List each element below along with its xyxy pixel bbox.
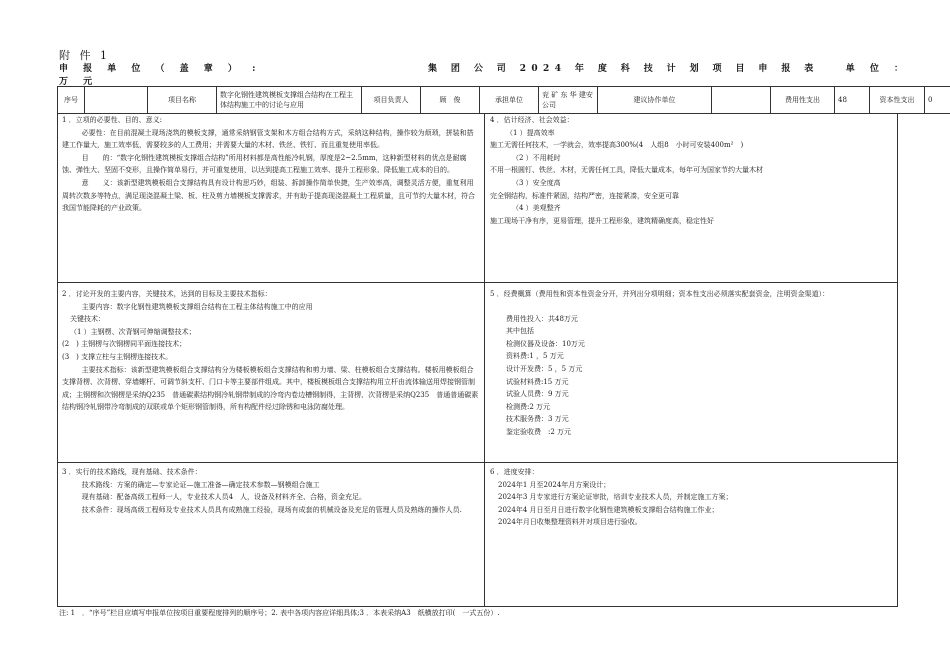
section-1-necessity: 必要性：在目前混凝土现场浇筑的模板支撑，通常采纳钢管支架和木方组合结构方式，采纳这种结构，操作较为烦琐，拼装和搭建工作量大，施工效率低，需要较多的人工费用；并需要大量的木材、铁丝、铁钉、而且重复使用率低。: [62, 128, 474, 150]
benefit-2-heading: （2 ）不用耗时: [512, 153, 561, 162]
row-divider-2: [58, 462, 897, 463]
budget-item: 鉴定验收费 :2 万元: [506, 427, 572, 436]
footnote: 注: 1 ．“序号”栏目应填写申报单位按项目重要程度排列的顺序号；2. 表中各项内容应详细具体;3 ．本表采纳A3 纸横放打印( 一式五份）.: [59, 609, 500, 617]
seq-header: 序号: [58, 87, 85, 114]
schedule-item: 2024年3 月专家进行方案论证审批，培训专业技术人员，并制定施工方案；: [498, 493, 733, 502]
key-tech-label: 关键技术：: [70, 315, 105, 324]
main-content: 主要内容：数字化钢性建筑模板支撑组合结构在工程主体结构施工中的应用: [81, 302, 313, 311]
expense-header: 费用性支出: [771, 87, 835, 114]
section-necessity: [62, 114, 480, 215]
benefit-1-text: 施工无需任何技术，一学就会，效率提高300%(4 人组8 小时可安装400m² ): [490, 141, 744, 150]
applicant-label: 申 报 单 位 （ 盖 章 ） :: [59, 64, 262, 74]
benefit-2-text: 不用一根圆钉、铁丝、木材，无需任何工具，降低大量成本，每年可为国家节约大量木材: [490, 166, 763, 175]
existing-basis: 现有基础：配备高级工程师一人，专业技术人员4 人，设备及材料齐全、合格，资金充足。: [81, 493, 367, 502]
benefit-4-text: 施工现场干净有序，更易管理，提升工程形象，建筑精确度高，稳定性好: [490, 216, 714, 225]
attachment-label: 附 件 1: [59, 49, 110, 62]
section-budget: [490, 288, 894, 439]
key-tech-2: (2 ) 主钢楞与次钢楞同平面连接技术；: [62, 340, 187, 349]
benefit-3-heading: （3 ）安全度高: [512, 178, 561, 187]
budget-item: 检测仪器及设备：10万元: [506, 339, 585, 348]
content-grid: [57, 113, 898, 607]
project-name-header: 项目名称: [148, 87, 217, 114]
benefit-3-text: 完全钢结构，标准件紧固，结构严密，连接紧凑，安全更可靠: [490, 191, 679, 200]
column-divider: [484, 113, 485, 606]
form-title: 集 团 公 司 2024 年 度 科 技 计 划 项 目 申 报 表: [428, 64, 819, 74]
coop-unit-value: [712, 87, 771, 114]
budget-spacer: [490, 301, 894, 313]
expense-value: 48: [835, 87, 870, 114]
section-3-title: 3 ．实行的技术路线，现有基础、技术条件：: [62, 468, 202, 476]
budget-item: 试验人员费：9 万元: [506, 390, 569, 399]
tech-conditions: 技术条件：现场高级工程师及专业技术人员具有成熟施工经验，现场有成套的机械设备及充足的管理人员及熟练的操作人员.: [81, 505, 462, 514]
budget-item: 费用性投入：共48万元: [506, 314, 578, 323]
benefit-1-heading: （1 ）提高效率: [506, 128, 555, 137]
capital-value: 0: [925, 87, 950, 114]
section-1-title: 1 ．立项的必要性、目的、意义:: [62, 116, 163, 124]
project-name-value: 数字化钢性建筑模板支撑组合结构在工程主体结构施工中的讨论与应用: [217, 87, 362, 114]
leader-header: 项目负责人: [362, 87, 421, 114]
key-tech-3: (3 ) 支撑立柱与主钢楞连接技术。: [62, 352, 173, 361]
host-unit-value: 兖 矿 东 华 建安公司: [539, 87, 598, 114]
budget-item: 检测费:2 万元: [506, 402, 551, 411]
capital-header: 资本性支出: [870, 87, 925, 114]
leader-value: 顾 俊: [421, 87, 480, 114]
budget-item: 设计开发费：5 ，5 万元: [506, 364, 583, 373]
tech-indicators: 主要技术指标：该新型建筑模板组合支撑结构分为楼板模板组合支撑结构和剪力墙、梁、柱模板组合支撑结构。楼板用模板组合支撑背楞、次背楞、穿墙螺杆、可调节斜支杆、门口卡等主要部件组成。其中，楼板模板组合支撑结构用立杆由流体输送用焊接钢管制成；主钢楞和次钢楞是采纳Q235 普通碳素结构钢冷轧钢带制成的冷弯内卷边槽钢制得，主背楞、次背楞是采纳Q235 普通普通碳素结构钢冷轧钢带冷弯制成的双联或单个矩形钢管制得，所有构配件经过除锈和电泳防腐处理。: [62, 365, 479, 412]
coop-unit-header: 建议协作单位: [598, 87, 712, 114]
section-research-content: [62, 288, 480, 414]
section-6-title: 6 ．进度安排：: [490, 468, 539, 476]
schedule-item: 2024年1 月至2024年月方案设计；: [498, 480, 611, 489]
section-schedule: [490, 466, 894, 529]
row-divider-1: [58, 282, 897, 283]
key-tech-1: （1 ）主钢楞、次背钢可伸缩调整技术；: [70, 327, 196, 336]
unit-label: 单 位 ：: [845, 64, 909, 74]
host-unit-header: 承担单位: [480, 87, 539, 114]
section-2-title: 2 ．讨论开发的主要内容，关键技术，达到的目标及主要技术指标：: [62, 290, 272, 298]
budget-item: 资料费:1 ，5 万元: [506, 352, 564, 361]
unit-value: 万 元: [59, 77, 99, 87]
schedule-item: 2024年4 月日至月日进行数字化钢性建筑模板支撑组合结构施工作业；: [498, 505, 719, 514]
section-4-title: 4 ．估计经济、社会效益：: [490, 116, 574, 124]
budget-item: 技术服务费：3 万元: [506, 415, 569, 424]
budget-item: 其中包括: [506, 327, 534, 336]
section-5-title: 5 ．经费概算（费用性和资本性资金分开，并列出分项明细；资本性支出必须落实配套资金，注明资金渠道）：: [490, 290, 830, 298]
budget-item: 试验材料费:15 万元: [506, 377, 569, 386]
seq-cell: [85, 87, 148, 114]
section-benefits: [490, 114, 894, 227]
benefit-4-heading: （4 ）美观整齐: [512, 204, 561, 213]
schedule-item: 2024年月日收集整理资料并对项目进行验收。: [498, 518, 642, 527]
section-tech-route: [62, 466, 480, 516]
tech-route: 技术路线：方案的确定—专家论证—施工准备—确定技术参数—钢模组合施工: [81, 480, 320, 489]
section-1-significance: 意 义：该新型建筑模板组合支撑结构具有设计构思巧妙，组装、拆卸操作简单快捷，生产效率高，调整灵活方便，重复利用周转次数多等特点，满足现浇混凝土梁、板、柱及剪力墙模板支撑需求，并有助于提高现浇混凝土工程质量，且可节约大量木材，符合我国节能降耗的产业政策。: [62, 178, 475, 213]
section-1-purpose: 目 的：“数字化钢性建筑模板支撑组合结构”所用材料都是高性能冷轧钢，厚度是2~2.5mm，这种新型材料的优点是耐腐蚀、弹性大、坚固不变形，且操作简单易行，并可重复使用，以达到提高工程施工效率、提升工程形象、降低施工成本的目的。: [62, 153, 467, 175]
project-info-table: [57, 86, 950, 114]
